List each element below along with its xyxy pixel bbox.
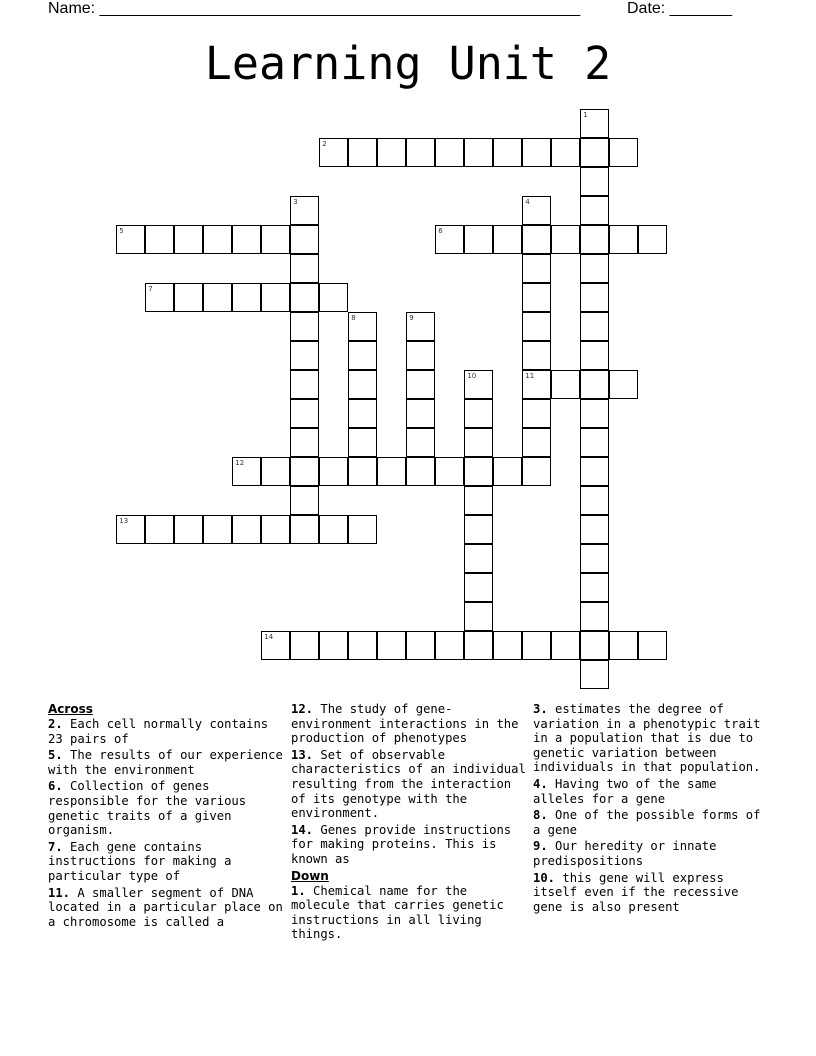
grid-cell[interactable] (580, 312, 609, 341)
grid-cell[interactable] (261, 515, 290, 544)
grid-cell[interactable] (116, 225, 145, 254)
grid-cell[interactable] (522, 428, 551, 457)
grid-cell[interactable] (232, 515, 261, 544)
grid-cell[interactable] (290, 370, 319, 399)
grid-cell[interactable] (464, 631, 493, 660)
grid-cell[interactable] (174, 225, 203, 254)
grid-cell[interactable] (522, 399, 551, 428)
name-blank[interactable]: ______________________________________________________ (99, 0, 581, 17)
clue-number: 8 (351, 314, 356, 323)
grid-cell[interactable] (406, 341, 435, 370)
grid-cell[interactable] (435, 631, 464, 660)
date-blank[interactable]: _______ (669, 0, 732, 17)
grid-cell[interactable] (145, 515, 174, 544)
name-label: Name: (48, 0, 96, 17)
grid-cell[interactable] (348, 399, 377, 428)
grid-cell[interactable] (464, 225, 493, 254)
grid-cell[interactable] (522, 370, 551, 399)
date-field[interactable] (627, 0, 732, 18)
grid-cell[interactable] (580, 399, 609, 428)
grid-cell[interactable] (261, 283, 290, 312)
grid-cell[interactable] (406, 428, 435, 457)
grid-cell[interactable] (638, 631, 667, 660)
clue-across-7: 7. Each gene contains instructions for making a particular type of (48, 839, 232, 883)
grid-cell[interactable] (406, 370, 435, 399)
grid-cell[interactable] (551, 631, 580, 660)
grid-cell[interactable] (609, 225, 638, 254)
grid-cell[interactable] (522, 631, 551, 660)
grid-cell[interactable] (580, 660, 609, 689)
grid-cell[interactable] (348, 457, 377, 486)
grid-cell[interactable] (638, 225, 667, 254)
grid-cell[interactable] (348, 341, 377, 370)
down-heading: Down (291, 868, 329, 883)
grid-cell[interactable] (232, 457, 261, 486)
grid-cell[interactable] (580, 109, 609, 138)
grid-cell[interactable] (232, 225, 261, 254)
grid-cell[interactable] (377, 457, 406, 486)
clue-down-3: 3. estimates the degree of variation in a phenotypic trait in a population that is due to genetic variation between individuals in that population. (533, 702, 761, 775)
clue-number: 2 (322, 140, 327, 149)
grid-cell[interactable] (290, 283, 319, 312)
grid-cell[interactable] (319, 457, 348, 486)
grid-cell[interactable] (290, 254, 319, 283)
grid-cell[interactable] (522, 225, 551, 254)
grid-cell[interactable] (435, 457, 464, 486)
grid-cell[interactable] (580, 167, 609, 196)
grid-cell[interactable] (464, 486, 493, 515)
grid-cell[interactable] (551, 370, 580, 399)
grid-cell[interactable] (464, 544, 493, 573)
grid-cell[interactable] (435, 225, 464, 254)
grid-cell[interactable] (435, 138, 464, 167)
grid-cell[interactable] (464, 457, 493, 486)
grid-cell[interactable] (290, 486, 319, 515)
grid-cell[interactable] (609, 138, 638, 167)
grid-cell[interactable] (580, 515, 609, 544)
grid-cell[interactable] (261, 225, 290, 254)
grid-cell[interactable] (406, 457, 435, 486)
clue-down-10: 10. this gene will express itself even if the recessive gene is also present (533, 870, 739, 914)
grid-cell[interactable] (580, 573, 609, 602)
grid-cell[interactable] (174, 515, 203, 544)
clue-number: 6 (438, 227, 443, 236)
grid-cell[interactable] (145, 225, 174, 254)
grid-cell[interactable] (493, 138, 522, 167)
grid-cell[interactable] (319, 138, 348, 167)
grid-cell[interactable] (609, 370, 638, 399)
grid-cell[interactable] (580, 631, 609, 660)
clue-down-4: 4. Having two of the same alleles for a gene (533, 776, 717, 806)
grid-cell[interactable] (522, 341, 551, 370)
grid-cell[interactable] (580, 196, 609, 225)
grid-cell[interactable] (406, 312, 435, 341)
grid-cell[interactable] (319, 283, 348, 312)
grid-cell[interactable] (580, 254, 609, 283)
grid-cell[interactable] (406, 631, 435, 660)
grid-cell[interactable] (522, 283, 551, 312)
grid-cell[interactable] (232, 283, 261, 312)
grid-cell[interactable] (348, 138, 377, 167)
grid-cell[interactable] (290, 399, 319, 428)
across-heading: Across (48, 702, 93, 716)
grid-cell[interactable] (522, 312, 551, 341)
clue-across-14: 14. Genes provide instructions for making proteins. This is known as (291, 822, 512, 866)
grid-cell[interactable] (522, 138, 551, 167)
grid-cell[interactable] (203, 515, 232, 544)
grid-cell[interactable] (290, 196, 319, 225)
grid-cell[interactable] (580, 602, 609, 631)
grid-cell[interactable] (580, 138, 609, 167)
clues-column-2 (291, 702, 527, 944)
grid-cell[interactable] (580, 544, 609, 573)
clue-number: 3 (293, 198, 298, 207)
clues-column-3 (533, 702, 773, 916)
grid-cell[interactable] (522, 457, 551, 486)
grid-cell[interactable] (406, 399, 435, 428)
grid-cell[interactable] (464, 370, 493, 399)
clue-number: 1 (583, 111, 588, 120)
grid-cell[interactable] (116, 515, 145, 544)
grid-cell[interactable] (522, 254, 551, 283)
clue-number: 11 (525, 372, 535, 381)
grid-cell[interactable] (580, 486, 609, 515)
grid-cell[interactable] (551, 138, 580, 167)
clue-across-13: 13. Set of observable characteristics of an individual resulting from the interaction of its genotype with the environment. (291, 747, 526, 821)
grid-cell[interactable] (348, 312, 377, 341)
grid-cell[interactable] (261, 457, 290, 486)
grid-cell[interactable] (261, 631, 290, 660)
clue-number: 12 (235, 459, 245, 468)
grid-cell[interactable] (145, 283, 174, 312)
grid-cell[interactable] (348, 515, 377, 544)
grid-cell[interactable] (493, 631, 522, 660)
grid-cell[interactable] (203, 225, 232, 254)
crossword-grid (117, 110, 697, 690)
clue-number: 10 (467, 372, 477, 381)
clue-down-1: 1. Chemical name for the molecule that carries genetic instructions in all living things. (291, 883, 504, 942)
clues-column-1 (48, 702, 284, 931)
clue-number: 7 (148, 285, 153, 294)
clue-across-12: 12. The study of gene-environment interactions in the production of phenotypes (291, 702, 519, 746)
grid-cell[interactable] (580, 457, 609, 486)
grid-cell[interactable] (290, 515, 319, 544)
clue-across-2: 2. Each cell normally contains 23 pairs of (48, 717, 269, 746)
grid-cell[interactable] (319, 515, 348, 544)
grid-cell[interactable] (290, 225, 319, 254)
grid-cell[interactable] (203, 283, 232, 312)
grid-cell[interactable] (493, 457, 522, 486)
grid-cell[interactable] (464, 602, 493, 631)
grid-cell[interactable] (464, 428, 493, 457)
grid-cell[interactable] (348, 631, 377, 660)
grid-cell[interactable] (319, 631, 348, 660)
clue-number: 4 (525, 198, 530, 207)
grid-cell[interactable] (406, 138, 435, 167)
grid-cell[interactable] (174, 283, 203, 312)
page-title: Learning Unit 2 (204, 37, 612, 90)
name-field[interactable] (48, 0, 580, 18)
grid-cell[interactable] (609, 631, 638, 660)
grid-cell[interactable] (551, 225, 580, 254)
clue-number: 9 (409, 314, 414, 323)
grid-cell[interactable] (464, 515, 493, 544)
grid-cell[interactable] (377, 631, 406, 660)
grid-cell[interactable] (580, 341, 609, 370)
clue-down-8: 8. One of the possible forms of a gene (533, 808, 761, 837)
grid-cell[interactable] (464, 399, 493, 428)
grid-cell[interactable] (464, 573, 493, 602)
grid-cell[interactable] (580, 283, 609, 312)
grid-cell[interactable] (348, 428, 377, 457)
grid-cell[interactable] (580, 370, 609, 399)
grid-cell[interactable] (580, 225, 609, 254)
clue-down-9: 9. Our heredity or innate predispositions (533, 839, 717, 868)
grid-cell[interactable] (348, 370, 377, 399)
clue-across-11: 11. A smaller segment of DNA located in a particular place on a chromosome is called a (48, 885, 283, 929)
clue-number: 14 (264, 633, 274, 642)
grid-cell[interactable] (493, 225, 522, 254)
clue-number: 13 (119, 517, 129, 526)
clue-number: 5 (119, 227, 124, 236)
grid-cell[interactable] (290, 457, 319, 486)
clue-across-6: 6. Collection of genes responsible for the various genetic traits of a given organism. (48, 779, 247, 838)
grid-cell[interactable] (522, 196, 551, 225)
grid-cell[interactable] (290, 341, 319, 370)
grid-cell[interactable] (377, 138, 406, 167)
grid-cell[interactable] (290, 631, 319, 660)
clue-across-5: 5. The results of our experience with the environment (48, 748, 283, 777)
grid-cell[interactable] (580, 428, 609, 457)
grid-cell[interactable] (290, 428, 319, 457)
grid-cell[interactable] (290, 312, 319, 341)
date-label: Date: (627, 0, 666, 17)
grid-cell[interactable] (464, 138, 493, 167)
